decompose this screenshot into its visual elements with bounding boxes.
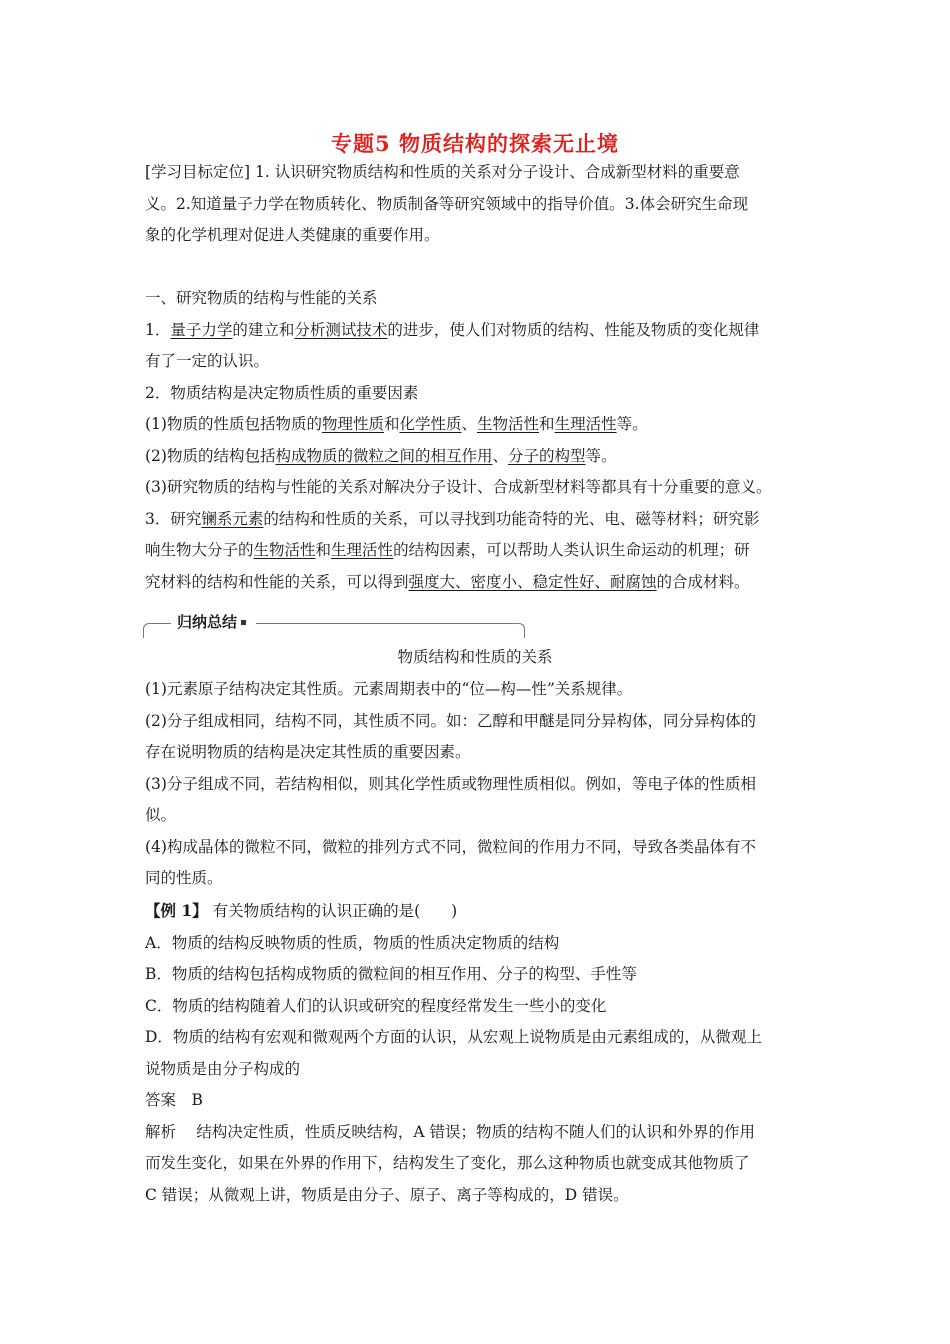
blank-answer: 生物活性 — [477, 415, 540, 433]
summary-line: 同的性质。 — [145, 869, 223, 887]
example-question: 【例 1】 有关物质结构的认识正确的是( ) — [145, 901, 458, 920]
blank-answer: 镧系元素 — [201, 509, 264, 528]
section1-p3-line3: 究材料的结构和性能的关系，可以得到强度大、密度小、稳定性好、耐腐蚀的合成材料。 — [145, 572, 750, 591]
summary-content — [145, 674, 810, 895]
section1-p2: 2．物质结构是决定物质性质的重要因素 — [145, 383, 419, 402]
summary-box — [143, 611, 525, 637]
section1-p3: 3．研究镧系元素的结构和性质的关系，可以寻找到功能奇特的光、电、磁等材料；研究影 — [145, 509, 760, 528]
summary-heading: 物质结构和性质的关系 — [397, 648, 553, 666]
summary-line: (3)分子组成不同，若结构相似，则其化学性质或物理性质相似。例如，等电子体的性质相 — [145, 774, 756, 793]
blank-answer: 生物活性 — [253, 541, 316, 559]
blank-answer: 构成物质的微粒之间的相互作用 — [275, 446, 493, 465]
section1-p2c: (3)研究物质的结构与性能的关系对解决分子设计、合成新型材料等都具有十分重要的意义。 — [145, 478, 772, 496]
section1-p2a: (1)物质的性质包括物质的物理性质和化学性质、生物活性和生理活性等。 — [145, 415, 648, 433]
square-bullet-icon — [241, 620, 246, 625]
objectives-line: [学习目标定位] 1. 认识研究物质结构和性质的关系对分子设计、合成新型材料的重要意 — [145, 163, 740, 181]
blank-answer: 强度大、密度小、稳定性好、耐腐蚀 — [408, 572, 657, 591]
summary-label: 归纳总结 — [171, 611, 256, 633]
page-title: 专题5 物质结构的探索无止境 — [331, 131, 619, 156]
learning-objectives — [145, 157, 810, 252]
blank-answer: 物理性质 — [321, 415, 384, 433]
blank-answer: 生理活性 — [331, 541, 394, 559]
option-b: B．物质的结构包括构成物质的微粒间的相互作用、分子的构型、手性等 — [145, 965, 637, 983]
analysis-line: C 错误；从微观上讲，物质是由分子、原子、离子等构成的，D 错误。 — [145, 1185, 629, 1204]
option-c: C．物质的结构随着人们的认识或研究的程度经常发生一些小的变化 — [145, 996, 607, 1015]
blank-answer: 生理活性 — [554, 415, 617, 433]
answer: 答案 B — [145, 1091, 203, 1109]
section1-heading: 一、研究物质的结构与性能的关系 — [145, 289, 378, 307]
blank-answer: 化学性质 — [399, 415, 462, 433]
summary-line: (1)元素原子结构决定其性质。元素周期表中的“位—构—性”关系规律。 — [145, 680, 633, 698]
analysis-line: 解析 结构决定性质，性质反映结构，A 错误；物质的结构不随人们的认识和外界的作用 — [145, 1122, 756, 1141]
section1 — [145, 283, 810, 598]
summary-line: (2)分子组成相同，结构不同，其性质不同。如：乙醇和甲醚是同分异构体，同分异构体的 — [145, 711, 756, 730]
summary-line: 似。 — [145, 806, 177, 824]
section1-p1-cont: 有了一定的认识。 — [145, 352, 270, 370]
option-a: A．物质的结构反映物质的性质，物质的性质决定物质的结构 — [145, 933, 560, 952]
summary-line: 存在说明物质的结构是决定其性质的重要因素。 — [145, 743, 471, 761]
blank-answer: 分析测试技术 — [294, 320, 388, 339]
option-d-cont: 说物质是由分子构成的 — [145, 1059, 301, 1078]
section1-p2b: (2)物质的结构包括构成物质的微粒之间的相互作用、分子的构型等。 — [145, 446, 617, 465]
section1-p3-line2: 响生物大分子的生物活性和生理活性的结构因素，可以帮助人类认识生命运动的机理；研 — [145, 541, 750, 559]
blank-answer: 量子力学 — [170, 320, 233, 339]
example-label: 【例 1】 — [145, 901, 208, 920]
objectives-line: 象的化学机理对促进人类健康的重要作用。 — [145, 226, 440, 244]
objectives-line: 义。2.知道量子力学在物质转化、物质制备等研究领域中的指导价值。3.体会研究生命现 — [145, 194, 749, 213]
section1-p1: 1．量子力学的建立和分析测试技术的进步，使人们对物质的结构、性能及物质的变化规律 — [145, 320, 760, 339]
analysis-line: 而发生变化，如果在外界的作用下，结构发生了变化，那么这种物质也就变成其他物质了 — [145, 1154, 750, 1172]
example — [145, 895, 810, 1211]
option-d: D．物质的结构有宏观和微观两个方面的认识，从宏观上说物质是由元素组成的，从微观上 — [145, 1028, 762, 1046]
blank-answer: 分子的构型 — [508, 446, 586, 465]
summary-line: (4)构成晶体的微粒不同，微粒的排列方式不同，微粒间的作用力不同，导致各类晶体有不 — [145, 837, 756, 856]
